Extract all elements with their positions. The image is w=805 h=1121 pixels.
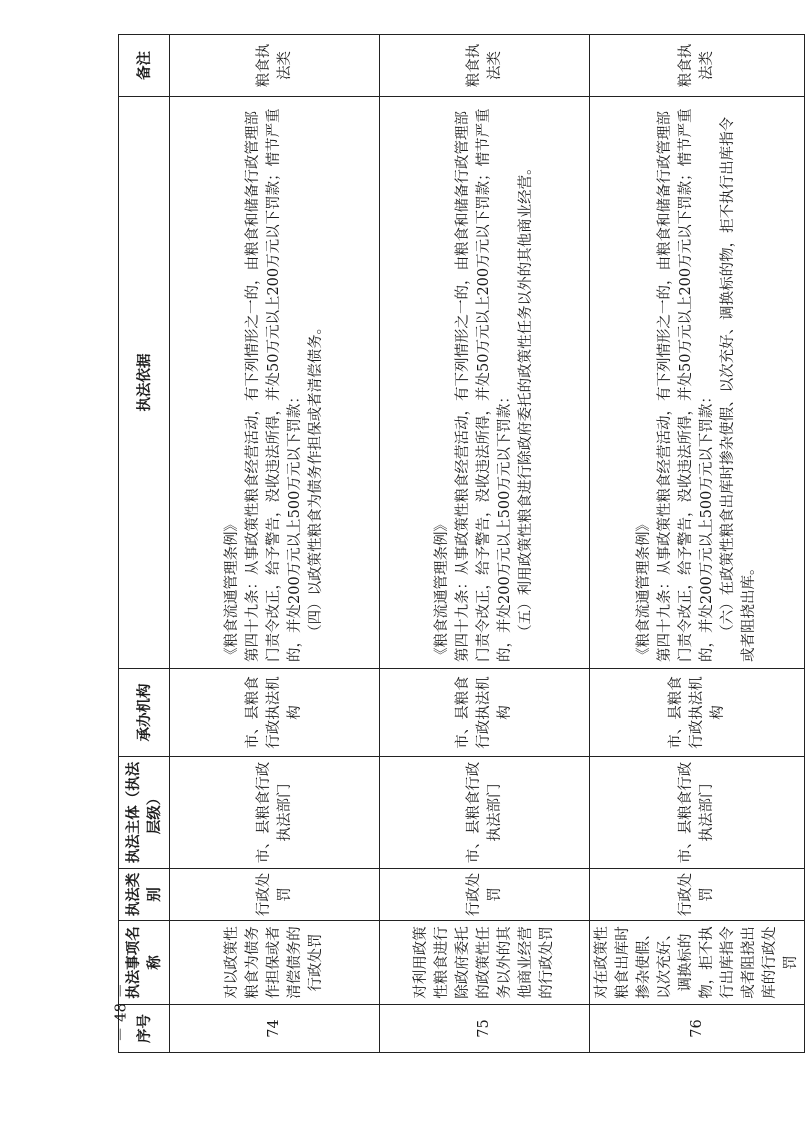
basis-article: 第四十九条：从事政策性粮食经营活动，有下列情形之一的，由粮食和储备行政管理部门责令改正，给予警告，没收违法所得，并处50万元以上200万元以下罚款；情节严重的，并处200万元以上500万元以下罚款： [657,108,715,662]
cell-category: 行政处罚 [170,869,380,921]
header-subject: 执法主体（执法层级） [119,757,170,869]
cell-category: 行政处罚 [590,869,805,921]
page-number-text: － 48 － [111,983,130,1042]
basis-law: 《粮食流通管理条例》 [224,517,240,662]
header-row [119,35,170,1053]
header-item: 执法事项名称 [119,921,170,1005]
table-row [590,35,805,1053]
cell-item: 对以政策性粮食为债务作担保或者清偿债务的行政处罚 [170,921,380,1005]
header-category: 执法类别 [119,869,170,921]
basis-clause: （六）在政策性粮食出库时掺杂使假、以次充好、调换标的物，拒不执行出库指令或者阻挠出库。 [720,116,757,662]
basis-clause: （五）利用政策性粮食进行除政府委托的政策性任务以外的其他商业经营。 [518,160,534,639]
cell-seq: 76 [590,1005,805,1053]
cell-agency: 市、县粮食行政执法机构 [380,669,590,757]
cell-agency: 市、县粮食行政执法机构 [590,669,805,757]
cell-seq: 74 [170,1005,380,1053]
cell-agency: 市、县粮食行政执法机构 [170,669,380,757]
cell-remark: 粮食执法类 [590,35,805,97]
rotated-table-wrapper [118,35,799,1053]
cell-remark: 粮食执法类 [380,35,590,97]
basis-article: 第四十九条：从事政策性粮食经营活动，有下列情形之一的，由粮食和储备行政管理部门责令改正，给予警告，没收违法所得，并处50万元以上200万元以下罚款；情节严重的，并处200万元以上500万元以下罚款： [245,108,303,662]
basis-law: 《粮食流通管理条例》 [636,517,652,662]
cell-subject: 市、县粮食行政执法部门 [170,757,380,869]
header-seq: 序号 [119,1005,170,1053]
cell-item: 对在政策性粮食出库时掺杂使假、以次充好、调换标的物，拒不执行出库指令或者阻挠出库的行政处罚 [590,921,805,1005]
cell-remark: 粮食执法类 [170,35,380,97]
cell-category: 行政处罚 [380,869,590,921]
page-number [110,983,130,1042]
table-row [380,35,590,1053]
table-row [170,35,380,1053]
basis-law: 《粮食流通管理条例》 [434,517,450,662]
cell-seq: 75 [380,1005,590,1053]
cell-item: 对利用政策性粮食进行除政府委托的政策性任务以外的其他商业经营的行政处罚 [380,921,590,1005]
header-agency: 承办机构 [119,669,170,757]
cell-subject: 市、县粮食行政执法部门 [380,757,590,869]
basis-article: 第四十九条：从事政策性粮食经营活动，有下列情形之一的，由粮食和储备行政管理部门责令改正，给予警告，没收违法所得，并处50万元以上200万元以下罚款；情节严重的，并处200万元以上500万元以下罚款： [455,108,513,662]
cell-basis [380,97,590,669]
basis-clause: （四）以政策性粮食为债务作担保或者清偿债务。 [308,319,324,639]
cell-basis [590,97,805,669]
header-basis: 执法依据 [119,97,170,669]
cell-subject: 市、县粮食行政执法部门 [590,757,805,869]
cell-basis [170,97,380,669]
enforcement-table [118,34,805,1053]
header-remark: 备注 [119,35,170,97]
